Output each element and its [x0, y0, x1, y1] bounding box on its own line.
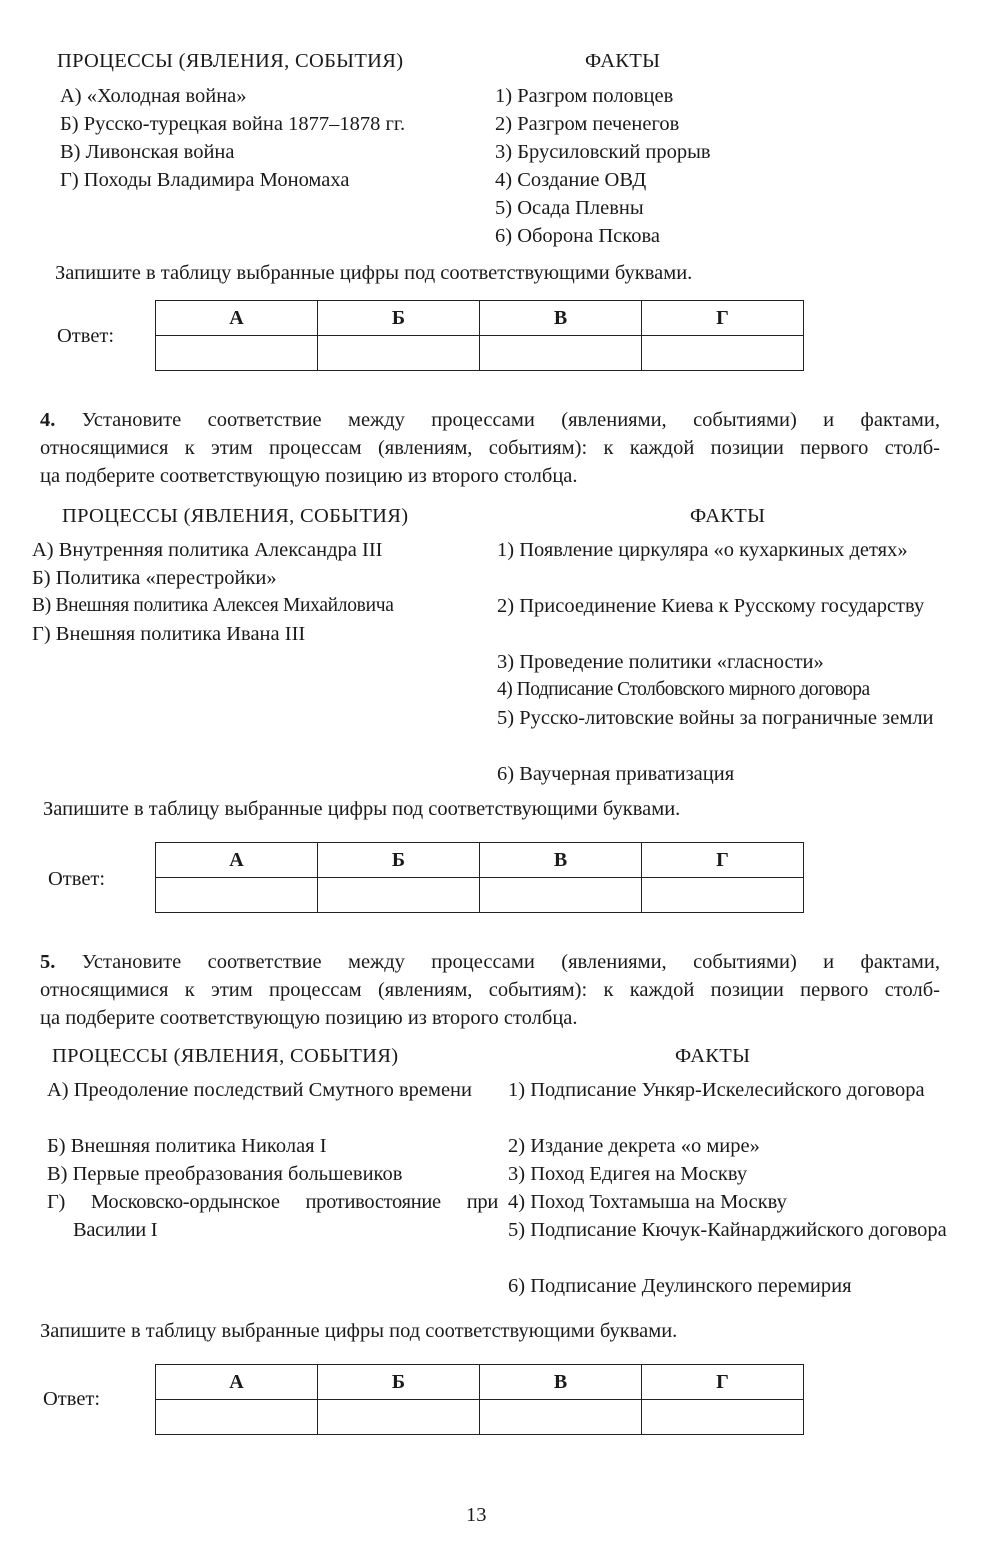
- fact-item: 5) Осада Плевны: [495, 197, 644, 219]
- answer-table: [155, 842, 804, 913]
- fact-item: 3) Брусиловский прорыв: [495, 141, 711, 163]
- answer-label: Ответ:: [43, 1388, 101, 1410]
- fact-item: 3) Поход Едигея на Москву: [508, 1163, 748, 1185]
- process-item: В) Ливонская война: [60, 141, 235, 163]
- answer-cell[interactable]: [318, 1400, 480, 1435]
- question-5-text: [40, 948, 940, 1032]
- process-item: Б) Русско-турецкая война 1877–1878 гг.: [60, 113, 406, 135]
- processes-header: ПРОЦЕССЫ (ЯВЛЕНИЯ, СОБЫТИЯ): [62, 505, 409, 527]
- fact-item: 2) Издание декрета «о мире»: [508, 1135, 760, 1157]
- text-line: относящимися к этим процессам (явлениям, событиям): к каждой позиции первого столб-: [40, 437, 940, 459]
- answer-table: [155, 1364, 804, 1435]
- col-header: Б: [318, 301, 480, 336]
- page-number: 13: [466, 1504, 487, 1526]
- col-header: Б: [318, 1365, 480, 1400]
- fact-item: 4) Поход Тохтамыша на Москву: [508, 1191, 787, 1213]
- instruction: Запишите в таблицу выбранные цифры под соответствующими буквами.: [40, 1320, 678, 1342]
- fact-item: 1) Разгром половцев: [495, 85, 674, 107]
- process-item: Б) Политика «перестройки»: [32, 567, 277, 589]
- col-header: А: [156, 1365, 318, 1400]
- fact-item: 5) Русско-литовские войны за пограничные земли: [497, 707, 934, 729]
- answer-label: Ответ:: [48, 868, 106, 890]
- answer-cell[interactable]: [480, 336, 642, 371]
- process-item: А) Преодоление последствий Смутного времени: [47, 1079, 472, 1101]
- question-number: 5.: [40, 951, 56, 973]
- fact-item: 6) Подписание Деулинского перемирия: [508, 1275, 852, 1297]
- process-item: В) Внешняя политика Алексея Михайловича: [32, 595, 394, 616]
- process-item: А) «Холодная война»: [60, 85, 247, 107]
- process-item: Г) Походы Владимира Мономаха: [60, 169, 350, 191]
- col-header: А: [156, 301, 318, 336]
- text-line: Установите соответствие между процессами (явлениями, событиями) и фактами,: [81, 409, 941, 431]
- answer-table: [155, 300, 804, 371]
- answer-label: Ответ:: [57, 325, 115, 347]
- col-header: В: [480, 1365, 642, 1400]
- answer-cell[interactable]: [642, 1400, 804, 1435]
- answer-cell[interactable]: [480, 878, 642, 913]
- fact-item: 2) Присоединение Киева к Русскому государству: [497, 595, 925, 617]
- process-item: В) Первые преобразования большевиков: [47, 1163, 403, 1185]
- text-line: относящимися к этим процессам (явлениям, событиям): к каждой позиции первого столб-: [40, 979, 940, 1001]
- text-line: ца подберите соответствующую позицию из второго столбца.: [40, 465, 578, 487]
- col-header: Г: [642, 843, 804, 878]
- processes-header: ПРОЦЕССЫ (ЯВЛЕНИЯ, СОБЫТИЯ): [57, 50, 404, 72]
- facts-header: ФАКТЫ: [675, 1045, 751, 1067]
- process-item: А) Внутренняя политика Александра III: [32, 539, 383, 561]
- instruction: Запишите в таблицу выбранные цифры под соответствующими буквами.: [43, 798, 681, 820]
- col-header: В: [480, 843, 642, 878]
- process-item: Г) Московско-ордынское противостояние при Василии I: [47, 1191, 498, 1241]
- col-header: А: [156, 843, 318, 878]
- answer-cell[interactable]: [156, 878, 318, 913]
- facts-header: ФАКТЫ: [585, 50, 661, 72]
- fact-item: 3) Проведение политики «гласности»: [497, 651, 824, 673]
- answer-cell[interactable]: [156, 336, 318, 371]
- answer-cell[interactable]: [156, 1400, 318, 1435]
- process-item: Г) Внешняя политика Ивана III: [32, 623, 306, 645]
- instruction: Запишите в таблицу выбранные цифры под соответствующими буквами.: [55, 262, 693, 284]
- answer-cell[interactable]: [642, 878, 804, 913]
- fact-item: 1) Подписание Ункяр-Искелесийского договора: [508, 1079, 925, 1101]
- text-line: ца подберите соответствующую позицию из второго столбца.: [40, 1007, 578, 1029]
- fact-item: 1) Появление циркуляра «о кухаркиных детях»: [497, 539, 908, 561]
- answer-cell[interactable]: [318, 878, 480, 913]
- fact-item: 2) Разгром печенегов: [495, 113, 680, 135]
- fact-item: 5) Подписание Кючук-Кайнарджийского договора: [508, 1219, 947, 1241]
- question-4-text: [40, 406, 940, 490]
- answer-cell[interactable]: [318, 336, 480, 371]
- fact-item: 6) Оборона Пскова: [495, 225, 660, 247]
- fact-item: 4) Создание ОВД: [495, 169, 647, 191]
- answer-cell[interactable]: [642, 336, 804, 371]
- text-line: Установите соответствие между процессами (явлениями, событиями) и фактами,: [81, 951, 941, 973]
- facts-header: ФАКТЫ: [690, 505, 766, 527]
- process-item: Б) Внешняя политика Николая I: [47, 1135, 327, 1157]
- col-header: Б: [318, 843, 480, 878]
- answer-cell[interactable]: [480, 1400, 642, 1435]
- col-header: В: [480, 301, 642, 336]
- fact-item: 4) Подписание Столбовского мирного договора: [497, 679, 870, 700]
- processes-header: ПРОЦЕССЫ (ЯВЛЕНИЯ, СОБЫТИЯ): [52, 1045, 399, 1067]
- fact-item: 6) Ваучерная приватизация: [497, 763, 735, 785]
- col-header: Г: [642, 301, 804, 336]
- question-number: 4.: [40, 409, 56, 431]
- col-header: Г: [642, 1365, 804, 1400]
